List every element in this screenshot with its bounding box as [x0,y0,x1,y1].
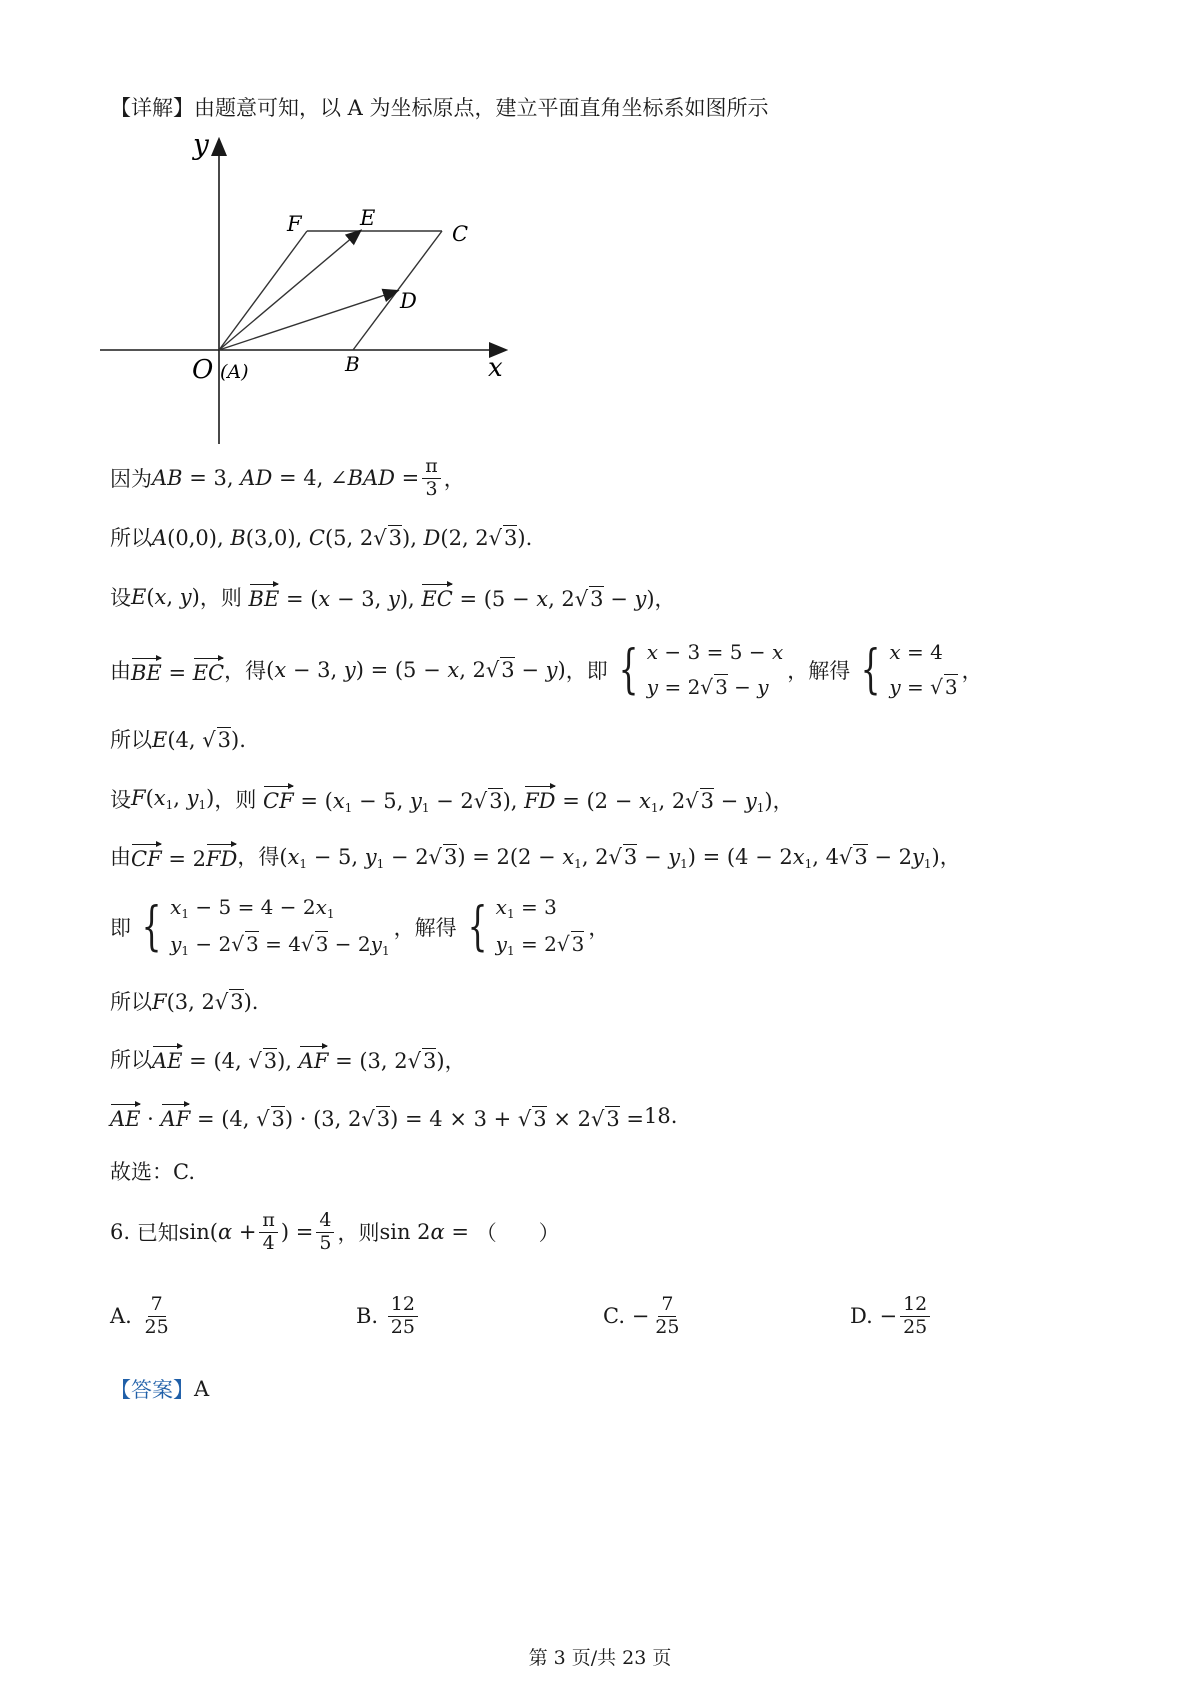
coords-formula: A(0,0), B(3,0), C(5, 2√3), D(2, 2√3). [152,525,533,550]
vector-cf-fd: CF = ($x_1 - 5$, $y_1 - 2√3$), FD = ($2 - x_1$, $2√3 - y_1$)， [256,783,793,815]
coordinate-figure [95,128,525,448]
e-result-line: 所以 E(4, √3). [110,727,246,752]
system-f: { $x_1 - 5 = 4 - 2x_1$ $y_1 - 2√$ 3 = 4√ $3 - 2y_1$ [141,895,390,958]
coords-line: 所以 A(0,0), B(3,0), C(5, 2√3), D(2, 2√3). [110,525,533,550]
vector-AE [219,291,397,350]
question-number: 6. [110,1220,131,1245]
answer-line [110,1374,209,1404]
y-axis-label: y [193,128,209,161]
origin-label: O [192,355,214,385]
point-C-label: C [452,222,469,246]
solution-e: { x = 4 y = √ 3 [860,639,958,700]
solution-f: { $x_1 = 3$ $y_1 = 2√$ 3 [467,895,585,958]
given-line: 因为 AB = 3, AD = 4, ∠BAD = $\frac{\pi}{3}$ ， [110,455,465,500]
from-cf-fd-line: 由 CF = 2FD ，得 ($x_1 - 5$, $y_1 - 2√3) = 2(2 - x_1$, $2√3 - y_1) = (4 - 2x_1$, $4√3 - 2y_1$)， [110,841,961,871]
point-D-label: F [287,212,302,236]
f-result-line: 所以 F(3, 2√3). [110,989,259,1014]
choice-d[interactable]: D. − $\frac{12}{25}$ [850,1294,933,1339]
point-E-label: D [400,289,417,313]
answer-value: A [194,1377,210,1401]
from-be-ec-line: 由 BE = EC ，得 (x − 3, y) = (5 − x, 2√3 − y) ，即 { x − 3 = 5 − x y = 2√ 3 − y ，解得 { x = 4 y = √ 3 ， [110,639,983,700]
detail-label: 【详解】 [110,96,194,120]
intro-line [110,92,769,122]
dot-product-line: AE · AF = (4, √3) · (3, 2√3) = 4 × 3 + √3 × 2√3 = 18 . [110,1101,677,1131]
page-footer: 第 3 页/共 23 页 [528,1647,672,1669]
choice-b[interactable]: B. $\frac{12}{25}$ [356,1294,421,1339]
side-CB [353,231,442,350]
point-F-label: E [360,206,376,230]
question-6: 6. 已知 sin(α + $\frac{\pi}{4}$ ) = $\frac{4}{5}$ ，则 sin 2α = （ ） [110,1209,560,1254]
origin-sub-label: (A) [220,361,249,383]
x-axis-label: x [488,353,503,383]
point-B-label: B [345,352,360,376]
choice-c[interactable]: C. − $\frac{7}{25}$ [603,1293,680,1338]
set-f-line: 设 $F(x_1$, $y_1$) ，则 CF = ($x_1 - 5$, $y_1 - 2√3$), FD = ($2 - x_1$, $2√3 - y_1$)， [110,783,794,815]
given-formula: AB = 3, AD = 4, ∠BAD = [152,466,420,491]
set-e-line: 设 E(x, y) ，则 BE = (x − 3, y), EC = (5 − x, 2√3 − y)， [110,581,676,613]
intro-text: 由题意可知，以 A 为坐标原点，建立平面直角坐标系如图所示 [194,96,769,120]
vector-be-ec: BE = (x − 3, y), EC = (5 − x, 2√3 − y)， [242,581,676,613]
system-f-line: 即 { $x_1 - 5 = 4 - 2x_1$ $y_1 - 2√$ 3 = 4√ $3 - 2y_1$ ，解得 { $x_1 = 3$ $y_1 = 2√$ 3 ， [110,895,610,958]
answer-label: 【答案】 [110,1378,194,1402]
conclusion-line: 故选：C. [110,1160,195,1184]
vector-AF [219,231,360,350]
ae-af-line: 所以 AE = (4, √3), AF = (3, 2√3)， [110,1043,466,1075]
dot-product-result: 18 [644,1104,671,1128]
choice-a[interactable]: A. $\frac{7}{25}$ [110,1293,169,1338]
system-e: { x − 3 = 5 − x y = 2√ 3 − y [618,639,784,700]
side-AD [219,231,307,350]
